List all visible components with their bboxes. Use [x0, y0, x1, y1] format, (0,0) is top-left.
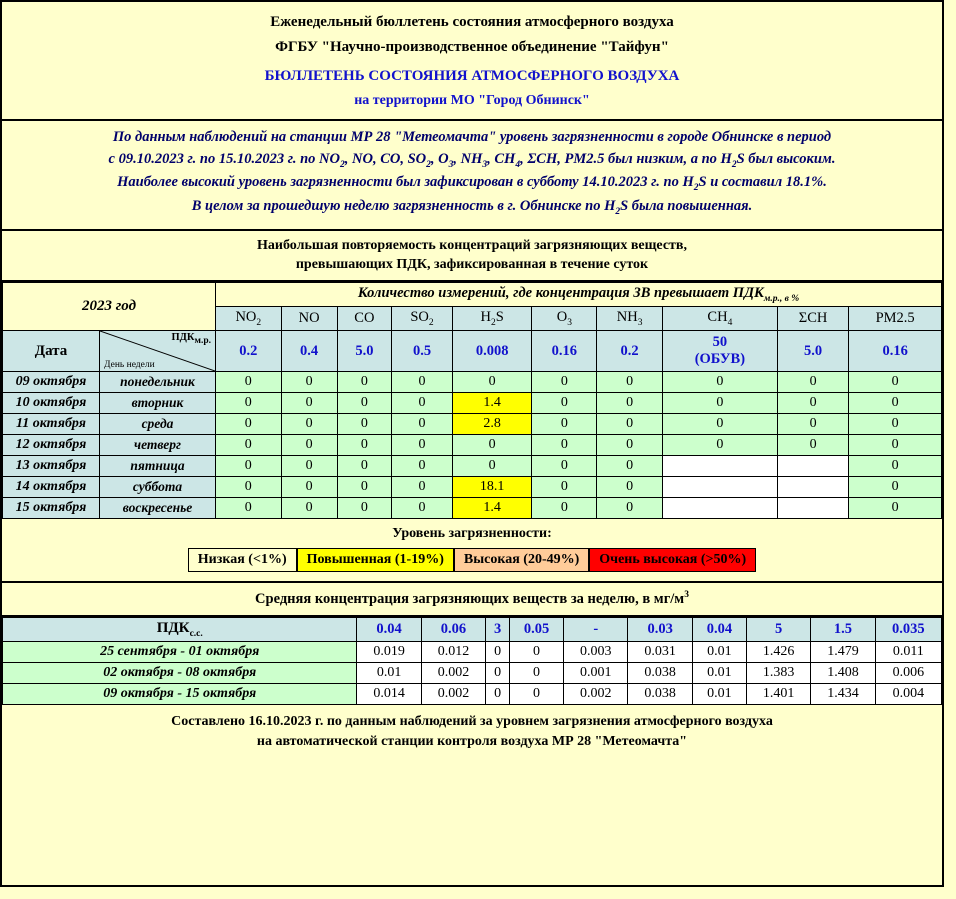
footer-line-1: Составлено 16.10.2023 г. по данным наблюдений за уровнем загрязнения атмосферного воздуха [171, 714, 773, 730]
pdk-ss-row [3, 618, 942, 642]
cell-so2: 0 [392, 435, 453, 456]
cell-h2s: 1.4 [452, 393, 531, 414]
cell-o3: 0 [532, 435, 597, 456]
cell-sch [777, 498, 848, 519]
pdk-mr-row [3, 331, 942, 372]
cell-h2s: 0 [452, 372, 531, 393]
pdk-sch: 5.0 [777, 331, 848, 372]
cell-co: 0 [337, 435, 391, 456]
cell-no: 0 [281, 498, 337, 519]
cell-ch4: 0 [662, 435, 777, 456]
row-weekday: среда [100, 414, 216, 435]
table-row [3, 393, 942, 414]
legend-item-very-high: Очень высокая (>50%) [589, 548, 756, 572]
summary-line-4: В целом за прошедшую неделю загрязненность в г. Обнинске по $H_2S$ была повышенная. [191, 197, 753, 217]
row-weekday: суббота [100, 477, 216, 498]
cell-co: 0 [337, 372, 391, 393]
cell-pm25: 0 [849, 393, 942, 414]
cell-h2s: 0.002 [564, 684, 628, 705]
summary-paragraph [2, 121, 942, 231]
summary-line-2: с 09.10.2023 г. по 15.10.2023 г. по $NO_2$, NO, CO, $SO_2$, $O_3$, $NH_3$, $CH_4$, ΣСН, PM2.5 был низким, а по $H_2S$ был высоким. [108, 150, 836, 170]
cell-o3: 0 [532, 393, 597, 414]
cell-o3: 0.038 [628, 684, 692, 705]
cell-ch4 [662, 456, 777, 477]
table-header-row-1 [3, 283, 942, 307]
row-date: 10 октября [3, 393, 100, 414]
cell-co: 0 [337, 393, 391, 414]
cell-no: 0 [281, 477, 337, 498]
cell-sch [777, 456, 848, 477]
cell-h2s: 0 [452, 456, 531, 477]
table-row [3, 498, 942, 519]
cell-sch: 0 [777, 372, 848, 393]
pdk-o3: 0.16 [532, 331, 597, 372]
row-weekday: понедельник [100, 372, 216, 393]
table-row [3, 456, 942, 477]
pdk-so2: 0.5 [392, 331, 453, 372]
cell-co: 0 [486, 663, 510, 684]
cell-no: 0.002 [421, 663, 485, 684]
row-date: 12 октября [3, 435, 100, 456]
cell-sch [777, 477, 848, 498]
col-sch: ΣCH [777, 307, 848, 331]
cell-h2s: 2.8 [452, 414, 531, 435]
cell-so2: 0 [509, 663, 563, 684]
cell-pm25: 0.006 [875, 663, 941, 684]
table-row [3, 684, 942, 705]
cell-co: 0 [337, 498, 391, 519]
cell-sch: 0 [777, 393, 848, 414]
header-line-2: ФГБУ "Научно-производственное объединение "Тайфун" [275, 39, 669, 55]
cell-no2: 0.019 [357, 642, 421, 663]
cell-o3: 0 [532, 456, 597, 477]
section-subheading [2, 231, 942, 283]
cell-pm25: 0.011 [875, 642, 941, 663]
row-period: 02 октября - 08 октября [3, 663, 357, 684]
avg-pdk-so2: 0.05 [509, 618, 563, 642]
avg-pdk-nh3: 0.04 [692, 618, 746, 642]
cell-sch: 1.408 [811, 663, 875, 684]
row-date: 14 октября [3, 477, 100, 498]
cell-h2s: 1.4 [452, 498, 531, 519]
cell-no2: 0 [216, 456, 282, 477]
table-row [3, 372, 942, 393]
cell-pm25: 0 [849, 372, 942, 393]
pdk-no: 0.4 [281, 331, 337, 372]
pdk-no2: 0.2 [216, 331, 282, 372]
col-no2: $NO_2$ [216, 307, 282, 331]
col-nh3: $NH_3$ [597, 307, 663, 331]
avg-table-title: Средняя концентрация загрязняющих веществ за неделю, в $мг/м^3$ [2, 583, 942, 617]
header-line-1: Еженедельный бюллетень состояния атмосферного воздуха [270, 14, 674, 30]
avg-pdk-co: 3 [486, 618, 510, 642]
cell-so2: 0 [392, 372, 453, 393]
table-row [3, 435, 942, 456]
cell-no: 0 [281, 456, 337, 477]
row-period: 25 сентября - 01 октября [3, 642, 357, 663]
cell-h2s: 0.003 [564, 642, 628, 663]
avg-pdk-sch: 1.5 [811, 618, 875, 642]
cell-nh3: 0 [597, 372, 663, 393]
cell-nh3: 0 [597, 393, 663, 414]
row-date: 13 октября [3, 456, 100, 477]
cell-pm25: 0 [849, 414, 942, 435]
cell-sch: 1.479 [811, 642, 875, 663]
cell-ch4: 1.401 [746, 684, 810, 705]
cell-o3: 0 [532, 498, 597, 519]
cell-h2s: 0.001 [564, 663, 628, 684]
row-date: 11 октября [3, 414, 100, 435]
col-h2s: $H_2S$ [452, 307, 531, 331]
subheading-line-1: Наибольшая повторяемость концентраций загрязняющих веществ, [257, 237, 687, 253]
cell-no2: 0 [216, 477, 282, 498]
col-pm25: PM2.5 [849, 307, 942, 331]
cell-ch4: 1.426 [746, 642, 810, 663]
legend-title: Уровень загрязненности: [392, 526, 552, 542]
cell-so2: 0 [392, 393, 453, 414]
cell-pm25: 0 [849, 456, 942, 477]
row-weekday: вторник [100, 393, 216, 414]
legend-item-elevated: Повышенная (1-19%) [297, 548, 454, 572]
cell-nh3: 0.01 [692, 684, 746, 705]
cell-co: 0 [337, 477, 391, 498]
cell-nh3: 0.01 [692, 663, 746, 684]
footer-line-2: на автоматической станции контроля воздуха МР 28 "Метеомачта" [256, 733, 688, 749]
cell-ch4: 0 [662, 372, 777, 393]
row-weekday: четверг [100, 435, 216, 456]
cell-pm25: 0 [849, 477, 942, 498]
cell-so2: 0 [392, 456, 453, 477]
frequency-table [2, 282, 942, 519]
pdk-h2s: 0.008 [452, 331, 531, 372]
cell-so2: 0 [509, 642, 563, 663]
cell-sch: 1.434 [811, 684, 875, 705]
cell-co: 0 [486, 684, 510, 705]
col-ch4: $CH_4$ [662, 307, 777, 331]
cell-no2: 0 [216, 372, 282, 393]
cell-so2: 0 [509, 684, 563, 705]
cell-sch: 0 [777, 414, 848, 435]
diag-label-pdk: $ПДК_{м.р.}$ [171, 332, 211, 347]
avg-pdk-no: 0.06 [421, 618, 485, 642]
legend-item-low: Низкая (<1%) [188, 548, 297, 572]
pdk-ch4: 50 (ОБУВ) [662, 331, 777, 372]
cell-pm25: 0.004 [875, 684, 941, 705]
cell-nh3: 0 [597, 477, 663, 498]
summary-line-3: Наиболее высокий уровень загрязненности был зафиксирован в субботу 14.10.2023 г. по $H_2S$ и составил 18.1%. [117, 174, 827, 194]
cell-nh3: 0 [597, 456, 663, 477]
pdk-nh3: 0.2 [597, 331, 663, 372]
cell-o3: 0 [532, 477, 597, 498]
cell-so2: 0 [392, 477, 453, 498]
measure-header: Количество измерений, где концентрация ЗВ превышает $ПДК_{м.р., в \%}$ [216, 283, 942, 307]
cell-no: 0.012 [421, 642, 485, 663]
table-row [3, 477, 942, 498]
cell-no2: 0.014 [357, 684, 421, 705]
col-o3: $O_3$ [532, 307, 597, 331]
subheading-line-2: превышающих ПДК, зафиксированная в течение суток [295, 256, 649, 272]
cell-so2: 0 [392, 498, 453, 519]
cell-o3: 0.038 [628, 663, 692, 684]
avg-pdk-h2s: - [564, 618, 628, 642]
row-period: 09 октября - 15 октября [3, 684, 357, 705]
weekday-diagonal-header [100, 331, 216, 372]
page-title: БЮЛЛЕТЕНЬ СОСТОЯНИЯ АТМОСФЕРНОГО ВОЗДУХА [264, 68, 680, 84]
document-header [2, 2, 942, 121]
row-weekday: пятница [100, 456, 216, 477]
legend-item-high: Высокая (20-49%) [454, 548, 589, 572]
avg-pdk-o3: 0.03 [628, 618, 692, 642]
cell-no2: 0.01 [357, 663, 421, 684]
row-date: 15 октября [3, 498, 100, 519]
summary-line-1: По данным наблюдений на станции МР 28 "Метеомачта" уровень загрязненности в городе Обнинске в период [112, 129, 832, 145]
diag-label-weekday: День недели [104, 360, 155, 371]
avg-pdk-pm25: 0.035 [875, 618, 941, 642]
row-date: 09 октября [3, 372, 100, 393]
row-weekday: воскресенье [100, 498, 216, 519]
legend-items [2, 548, 942, 572]
pollution-level-legend [2, 519, 942, 583]
avg-pdk-no2: 0.04 [357, 618, 421, 642]
cell-o3: 0.031 [628, 642, 692, 663]
cell-no2: 0 [216, 414, 282, 435]
date-column-header: Дата [3, 331, 100, 372]
cell-so2: 0 [392, 414, 453, 435]
pdk-ss-label: $ПДК_{с.с.}$ [3, 618, 357, 642]
table-row [3, 642, 942, 663]
cell-no: 0 [281, 435, 337, 456]
cell-no: 0 [281, 372, 337, 393]
cell-no: 0.002 [421, 684, 485, 705]
cell-pm25: 0 [849, 498, 942, 519]
col-co: CO [337, 307, 391, 331]
pdk-pm25: 0.16 [849, 331, 942, 372]
cell-co: 0 [486, 642, 510, 663]
cell-nh3: 0 [597, 435, 663, 456]
cell-ch4 [662, 498, 777, 519]
avg-pdk-ch4: 5 [746, 618, 810, 642]
table-row [3, 663, 942, 684]
cell-o3: 0 [532, 414, 597, 435]
cell-no: 0 [281, 393, 337, 414]
col-so2: $SO_2$ [392, 307, 453, 331]
cell-nh3: 0 [597, 498, 663, 519]
cell-ch4: 1.383 [746, 663, 810, 684]
cell-co: 0 [337, 414, 391, 435]
header-subtitle: на территории МО "Город Обнинск" [354, 93, 590, 108]
cell-co: 0 [337, 456, 391, 477]
cell-pm25: 0 [849, 435, 942, 456]
average-concentration-table [2, 617, 942, 705]
cell-ch4 [662, 477, 777, 498]
cell-h2s: 18.1 [452, 477, 531, 498]
table-row [3, 414, 942, 435]
pdk-co: 5.0 [337, 331, 391, 372]
cell-sch: 0 [777, 435, 848, 456]
cell-no: 0 [281, 414, 337, 435]
cell-no2: 0 [216, 498, 282, 519]
cell-ch4: 0 [662, 393, 777, 414]
year-label: 2023 год [3, 283, 216, 331]
col-no: NO [281, 307, 337, 331]
cell-nh3: 0.01 [692, 642, 746, 663]
cell-no2: 0 [216, 393, 282, 414]
cell-nh3: 0 [597, 414, 663, 435]
cell-h2s: 0 [452, 435, 531, 456]
cell-no2: 0 [216, 435, 282, 456]
document-footer [2, 705, 942, 759]
cell-o3: 0 [532, 372, 597, 393]
cell-ch4: 0 [662, 414, 777, 435]
